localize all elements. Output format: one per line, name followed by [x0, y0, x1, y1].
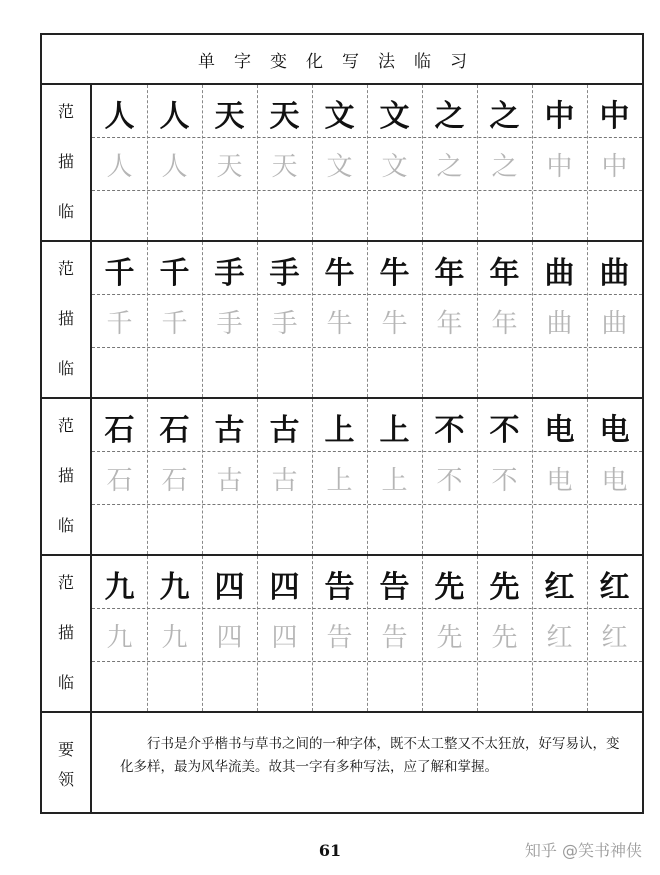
- trace-character: 手: [271, 309, 298, 340]
- label-copy: 临: [57, 359, 74, 378]
- model-character: 石: [104, 413, 135, 448]
- model-character: 手: [269, 256, 300, 291]
- watermark: 知乎 @笑书神侠: [524, 841, 642, 860]
- model-character: 古: [269, 413, 300, 448]
- trace-character: 中: [546, 152, 573, 183]
- row-label-column: [42, 85, 92, 240]
- row-label-column: [42, 556, 92, 711]
- trace-character: 告: [381, 623, 408, 654]
- model-character: 文: [379, 99, 410, 134]
- summary-text: 行书是介乎楷书与草书之间的一种字体，既不太工整又不太狂放，好写易认，变化多样，最为风华流美。故其一字有多种写法，应了解和掌握。: [120, 736, 620, 775]
- trace-character: 牛: [326, 309, 353, 340]
- trace-character: 年: [436, 309, 463, 340]
- trace-character: 上: [381, 466, 408, 497]
- trace-character: 之: [436, 152, 463, 183]
- practice-section: [42, 399, 642, 556]
- summary-section: [42, 713, 642, 812]
- label-copy: 临: [57, 673, 74, 692]
- model-character: 人: [104, 99, 135, 134]
- practice-section: [42, 556, 642, 713]
- trace-character: 文: [326, 152, 353, 183]
- trace-character: 曲: [546, 309, 573, 340]
- summary-label-2: 领: [57, 770, 74, 789]
- label-trace: 描: [57, 309, 74, 328]
- trace-character: 人: [106, 152, 133, 183]
- trace-character: 告: [326, 623, 353, 654]
- model-character: 手: [214, 256, 245, 291]
- model-character: 上: [324, 413, 355, 448]
- trace-character: 先: [491, 623, 518, 654]
- model-character: 九: [104, 570, 135, 605]
- trace-character: 电: [601, 466, 628, 497]
- sheet-title: 单字变化写法临习: [198, 51, 486, 72]
- model-character: 四: [214, 570, 245, 605]
- trace-character: 中: [601, 152, 628, 183]
- model-character: 不: [489, 413, 520, 448]
- character-grid: [92, 556, 642, 711]
- row-label-column: [42, 399, 92, 554]
- model-character: 年: [434, 256, 465, 291]
- summary-label-1: 要: [57, 740, 74, 759]
- model-character: 年: [489, 256, 520, 291]
- trace-character: 古: [216, 466, 243, 497]
- practice-section: [42, 242, 642, 399]
- model-character: 天: [269, 99, 300, 134]
- trace-character: 天: [271, 152, 298, 183]
- model-character: 石: [159, 413, 190, 448]
- summary-label-column: [42, 713, 92, 812]
- trace-character: 手: [216, 309, 243, 340]
- label-trace: 描: [57, 466, 74, 485]
- model-character: 四: [269, 570, 300, 605]
- trace-character: 年: [491, 309, 518, 340]
- model-character: 牛: [324, 256, 355, 291]
- model-character: 千: [104, 256, 135, 291]
- model-character: 曲: [544, 256, 575, 291]
- trace-character: 天: [216, 152, 243, 183]
- sheet-title-bar: [42, 35, 642, 85]
- model-character: 中: [599, 99, 630, 134]
- model-character: 电: [599, 413, 630, 448]
- model-character: 先: [489, 570, 520, 605]
- trace-character: 九: [161, 623, 188, 654]
- label-model: 范: [57, 259, 74, 278]
- label-copy: 临: [57, 202, 74, 221]
- model-character: 之: [489, 99, 520, 134]
- trace-character: 红: [546, 623, 573, 654]
- practice-sheet: [40, 33, 644, 814]
- character-grid: [92, 242, 642, 397]
- character-grid: [92, 399, 642, 554]
- trace-character: 九: [106, 623, 133, 654]
- model-character: 文: [324, 99, 355, 134]
- model-character: 红: [599, 570, 630, 605]
- model-character: 古: [214, 413, 245, 448]
- page-number: 61: [318, 841, 342, 860]
- label-copy: 临: [57, 516, 74, 535]
- label-model: 范: [57, 102, 74, 121]
- label-trace: 描: [57, 623, 74, 642]
- label-model: 范: [57, 416, 74, 435]
- trace-character: 不: [491, 466, 518, 497]
- row-label-column: [42, 242, 92, 397]
- trace-character: 曲: [601, 309, 628, 340]
- trace-character: 红: [601, 623, 628, 654]
- trace-character: 上: [326, 466, 353, 497]
- trace-character: 人: [161, 152, 188, 183]
- trace-character: 四: [271, 623, 298, 654]
- model-character: 曲: [599, 256, 630, 291]
- model-character: 千: [159, 256, 190, 291]
- label-model: 范: [57, 573, 74, 592]
- trace-character: 文: [381, 152, 408, 183]
- trace-character: 千: [106, 309, 133, 340]
- model-character: 人: [159, 99, 190, 134]
- model-character: 上: [379, 413, 410, 448]
- character-grid: [92, 85, 642, 240]
- trace-character: 石: [106, 466, 133, 497]
- model-character: 告: [324, 570, 355, 605]
- trace-character: 之: [491, 152, 518, 183]
- trace-character: 千: [161, 309, 188, 340]
- model-character: 不: [434, 413, 465, 448]
- model-character: 告: [379, 570, 410, 605]
- practice-section: [42, 85, 642, 242]
- trace-character: 电: [546, 466, 573, 497]
- model-character: 天: [214, 99, 245, 134]
- model-character: 电: [544, 413, 575, 448]
- model-character: 红: [544, 570, 575, 605]
- label-trace: 描: [57, 152, 74, 171]
- trace-character: 四: [216, 623, 243, 654]
- model-character: 九: [159, 570, 190, 605]
- trace-character: 古: [271, 466, 298, 497]
- trace-character: 石: [161, 466, 188, 497]
- trace-character: 不: [436, 466, 463, 497]
- model-character: 之: [434, 99, 465, 134]
- model-character: 先: [434, 570, 465, 605]
- trace-character: 牛: [381, 309, 408, 340]
- model-character: 牛: [379, 256, 410, 291]
- trace-character: 先: [436, 623, 463, 654]
- model-character: 中: [544, 99, 575, 134]
